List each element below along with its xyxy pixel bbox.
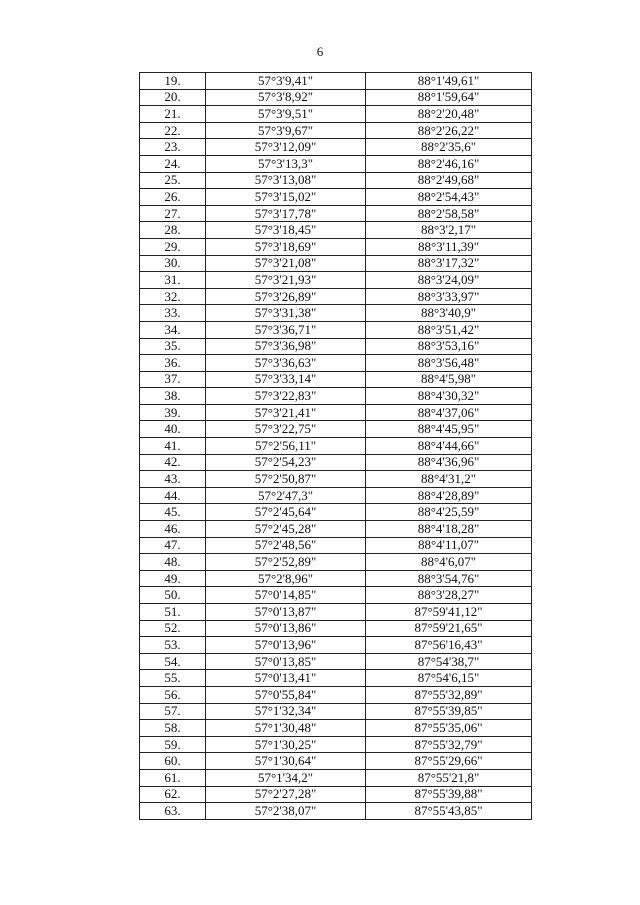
- table-row: [140, 338, 532, 355]
- table-row: [140, 321, 532, 338]
- point-number-cell: 51.: [140, 604, 206, 621]
- latitude-cell: 57°2'38,07": [206, 803, 366, 820]
- longitude-cell: 87°54'6,15": [366, 670, 532, 687]
- latitude-cell: 57°2'45,64": [206, 504, 366, 521]
- latitude-cell: 57°3'36,98": [206, 338, 366, 355]
- point-number-cell: 31.: [140, 272, 206, 289]
- point-number-cell: 30.: [140, 255, 206, 272]
- point-number-cell: 27.: [140, 205, 206, 222]
- latitude-cell: 57°3'36,63": [206, 355, 366, 372]
- table-row: [140, 670, 532, 687]
- latitude-cell: 57°3'8,92": [206, 89, 366, 106]
- latitude-cell: 57°3'26,89": [206, 288, 366, 305]
- point-number-cell: 47.: [140, 537, 206, 554]
- longitude-cell: 87°55'43,85": [366, 803, 532, 820]
- table-row: [140, 421, 532, 438]
- table-row: [140, 471, 532, 488]
- point-number-cell: 63.: [140, 803, 206, 820]
- longitude-cell: 88°1'59,64": [366, 89, 532, 106]
- point-number-cell: 49.: [140, 570, 206, 587]
- longitude-cell: 87°56'16,43": [366, 637, 532, 654]
- latitude-cell: 57°3'9,67": [206, 122, 366, 139]
- point-number-cell: 33.: [140, 305, 206, 322]
- table-row: [140, 786, 532, 803]
- latitude-cell: 57°3'21,93": [206, 272, 366, 289]
- latitude-cell: 57°1'30,48": [206, 720, 366, 737]
- point-number-cell: 29.: [140, 238, 206, 255]
- table-row: [140, 404, 532, 421]
- longitude-cell: 88°4'28,89": [366, 487, 532, 504]
- table-row: [140, 288, 532, 305]
- longitude-cell: 88°3'28,27": [366, 587, 532, 604]
- longitude-cell: 88°2'35,6": [366, 139, 532, 156]
- point-number-cell: 61.: [140, 769, 206, 786]
- latitude-cell: 57°2'27,28": [206, 786, 366, 803]
- latitude-cell: 57°1'30,64": [206, 753, 366, 770]
- latitude-cell: 57°0'13,86": [206, 620, 366, 637]
- table-row: [140, 305, 532, 322]
- point-number-cell: 40.: [140, 421, 206, 438]
- table-row: [140, 736, 532, 753]
- table-row: [140, 106, 532, 123]
- latitude-cell: 57°3'36,71": [206, 321, 366, 338]
- longitude-cell: 88°4'45,95": [366, 421, 532, 438]
- table-row: [140, 89, 532, 106]
- table-row: [140, 172, 532, 189]
- point-number-cell: 23.: [140, 139, 206, 156]
- longitude-cell: 87°55'39,88": [366, 786, 532, 803]
- table-row: [140, 189, 532, 206]
- latitude-cell: 57°2'52,89": [206, 554, 366, 571]
- latitude-cell: 57°3'21,41": [206, 404, 366, 421]
- longitude-cell: 88°3'40,9": [366, 305, 532, 322]
- longitude-cell: 88°1'49,61": [366, 73, 532, 90]
- table-row: [140, 388, 532, 405]
- point-number-cell: 26.: [140, 189, 206, 206]
- latitude-cell: 57°2'56,11": [206, 438, 366, 455]
- table-row: [140, 454, 532, 471]
- latitude-cell: 57°2'8,96": [206, 570, 366, 587]
- longitude-cell: 88°3'33,97": [366, 288, 532, 305]
- page-number: 6: [316, 44, 324, 59]
- longitude-cell: 88°3'2,17": [366, 222, 532, 239]
- longitude-cell: 87°55'39,85": [366, 703, 532, 720]
- longitude-cell: 88°3'17,32": [366, 255, 532, 272]
- latitude-cell: 57°1'30,25": [206, 736, 366, 753]
- longitude-cell: 88°4'44,66": [366, 438, 532, 455]
- latitude-cell: 57°2'47,3": [206, 487, 366, 504]
- longitude-cell: 87°59'21,65": [366, 620, 532, 637]
- latitude-cell: 57°0'55,84": [206, 686, 366, 703]
- point-number-cell: 35.: [140, 338, 206, 355]
- longitude-cell: 88°4'30,32": [366, 388, 532, 405]
- point-number-cell: 32.: [140, 288, 206, 305]
- table-row: [140, 238, 532, 255]
- table-row: [140, 139, 532, 156]
- table-row: [140, 438, 532, 455]
- latitude-cell: 57°0'13,87": [206, 604, 366, 621]
- latitude-cell: 57°2'54,23": [206, 454, 366, 471]
- table-row: [140, 637, 532, 654]
- point-number-cell: 37.: [140, 371, 206, 388]
- point-number-cell: 22.: [140, 122, 206, 139]
- latitude-cell: 57°3'22,75": [206, 421, 366, 438]
- longitude-cell: 88°3'54,76": [366, 570, 532, 587]
- latitude-cell: 57°3'31,38": [206, 305, 366, 322]
- point-number-cell: 50.: [140, 587, 206, 604]
- latitude-cell: 57°1'32,34": [206, 703, 366, 720]
- longitude-cell: 88°2'58,58": [366, 205, 532, 222]
- table-row: [140, 720, 532, 737]
- point-number-cell: 24.: [140, 155, 206, 172]
- latitude-cell: 57°0'14,85": [206, 587, 366, 604]
- point-number-cell: 60.: [140, 753, 206, 770]
- coordinates-table: [139, 72, 532, 820]
- table-row: [140, 554, 532, 571]
- latitude-cell: 57°1'34,2": [206, 769, 366, 786]
- longitude-cell: 88°4'36,96": [366, 454, 532, 471]
- table-row: [140, 570, 532, 587]
- point-number-cell: 56.: [140, 686, 206, 703]
- longitude-cell: 88°4'11,07": [366, 537, 532, 554]
- table-row: [140, 803, 532, 820]
- table-row: [140, 521, 532, 538]
- table-row: [140, 537, 532, 554]
- point-number-cell: 44.: [140, 487, 206, 504]
- longitude-cell: 88°3'11,39": [366, 238, 532, 255]
- longitude-cell: 88°2'54,43": [366, 189, 532, 206]
- latitude-cell: 57°2'50,87": [206, 471, 366, 488]
- table-row: [140, 653, 532, 670]
- longitude-cell: 88°4'6,07": [366, 554, 532, 571]
- latitude-cell: 57°3'9,51": [206, 106, 366, 123]
- longitude-cell: 87°55'35,06": [366, 720, 532, 737]
- point-number-cell: 55.: [140, 670, 206, 687]
- point-number-cell: 43.: [140, 471, 206, 488]
- table-row: [140, 222, 532, 239]
- latitude-cell: 57°3'21,08": [206, 255, 366, 272]
- latitude-cell: 57°3'9,41": [206, 73, 366, 90]
- table-row: [140, 122, 532, 139]
- point-number-cell: 19.: [140, 73, 206, 90]
- latitude-cell: 57°2'45,28": [206, 521, 366, 538]
- point-number-cell: 39.: [140, 404, 206, 421]
- table-row: [140, 272, 532, 289]
- coordinates-table-body: [140, 73, 532, 820]
- longitude-cell: 87°54'38,7": [366, 653, 532, 670]
- point-number-cell: 54.: [140, 653, 206, 670]
- table-row: [140, 703, 532, 720]
- point-number-cell: 25.: [140, 172, 206, 189]
- latitude-cell: 57°3'18,45": [206, 222, 366, 239]
- longitude-cell: 88°2'46,16": [366, 155, 532, 172]
- table-row: [140, 73, 532, 90]
- point-number-cell: 42.: [140, 454, 206, 471]
- point-number-cell: 28.: [140, 222, 206, 239]
- longitude-cell: 87°55'32,79": [366, 736, 532, 753]
- point-number-cell: 20.: [140, 89, 206, 106]
- table-row: [140, 620, 532, 637]
- latitude-cell: 57°0'13,41": [206, 670, 366, 687]
- longitude-cell: 88°2'20,48": [366, 106, 532, 123]
- table-row: [140, 205, 532, 222]
- longitude-cell: 88°2'26,22": [366, 122, 532, 139]
- table-row: [140, 769, 532, 786]
- latitude-cell: 57°3'33,14": [206, 371, 366, 388]
- point-number-cell: 21.: [140, 106, 206, 123]
- latitude-cell: 57°0'13,96": [206, 637, 366, 654]
- point-number-cell: 38.: [140, 388, 206, 405]
- table-row: [140, 371, 532, 388]
- longitude-cell: 88°3'51,42": [366, 321, 532, 338]
- point-number-cell: 34.: [140, 321, 206, 338]
- longitude-cell: 88°4'25,59": [366, 504, 532, 521]
- point-number-cell: 53.: [140, 637, 206, 654]
- longitude-cell: 87°55'29,66": [366, 753, 532, 770]
- longitude-cell: 88°4'5,98": [366, 371, 532, 388]
- latitude-cell: 57°3'13,3": [206, 155, 366, 172]
- longitude-cell: 87°55'21,8": [366, 769, 532, 786]
- point-number-cell: 46.: [140, 521, 206, 538]
- table-row: [140, 355, 532, 372]
- longitude-cell: 88°2'49,68": [366, 172, 532, 189]
- table-row: [140, 487, 532, 504]
- table-row: [140, 604, 532, 621]
- point-number-cell: 62.: [140, 786, 206, 803]
- longitude-cell: 87°59'41,12": [366, 604, 532, 621]
- longitude-cell: 88°4'31,2": [366, 471, 532, 488]
- table-row: [140, 255, 532, 272]
- longitude-cell: 88°4'18,28": [366, 521, 532, 538]
- point-number-cell: 48.: [140, 554, 206, 571]
- latitude-cell: 57°2'48,56": [206, 537, 366, 554]
- table-row: [140, 753, 532, 770]
- latitude-cell: 57°3'18,69": [206, 238, 366, 255]
- longitude-cell: 88°3'53,16": [366, 338, 532, 355]
- table-row: [140, 686, 532, 703]
- point-number-cell: 52.: [140, 620, 206, 637]
- latitude-cell: 57°3'17,78": [206, 205, 366, 222]
- point-number-cell: 59.: [140, 736, 206, 753]
- point-number-cell: 36.: [140, 355, 206, 372]
- longitude-cell: 87°55'32,89": [366, 686, 532, 703]
- longitude-cell: 88°3'56,48": [366, 355, 532, 372]
- latitude-cell: 57°3'15,02": [206, 189, 366, 206]
- point-number-cell: 58.: [140, 720, 206, 737]
- table-row: [140, 155, 532, 172]
- longitude-cell: 88°4'37,06": [366, 404, 532, 421]
- point-number-cell: 41.: [140, 438, 206, 455]
- table-row: [140, 504, 532, 521]
- table-row: [140, 587, 532, 604]
- latitude-cell: 57°0'13,85": [206, 653, 366, 670]
- latitude-cell: 57°3'22,83": [206, 388, 366, 405]
- latitude-cell: 57°3'13,08": [206, 172, 366, 189]
- longitude-cell: 88°3'24,09": [366, 272, 532, 289]
- point-number-cell: 45.: [140, 504, 206, 521]
- point-number-cell: 57.: [140, 703, 206, 720]
- latitude-cell: 57°3'12,09": [206, 139, 366, 156]
